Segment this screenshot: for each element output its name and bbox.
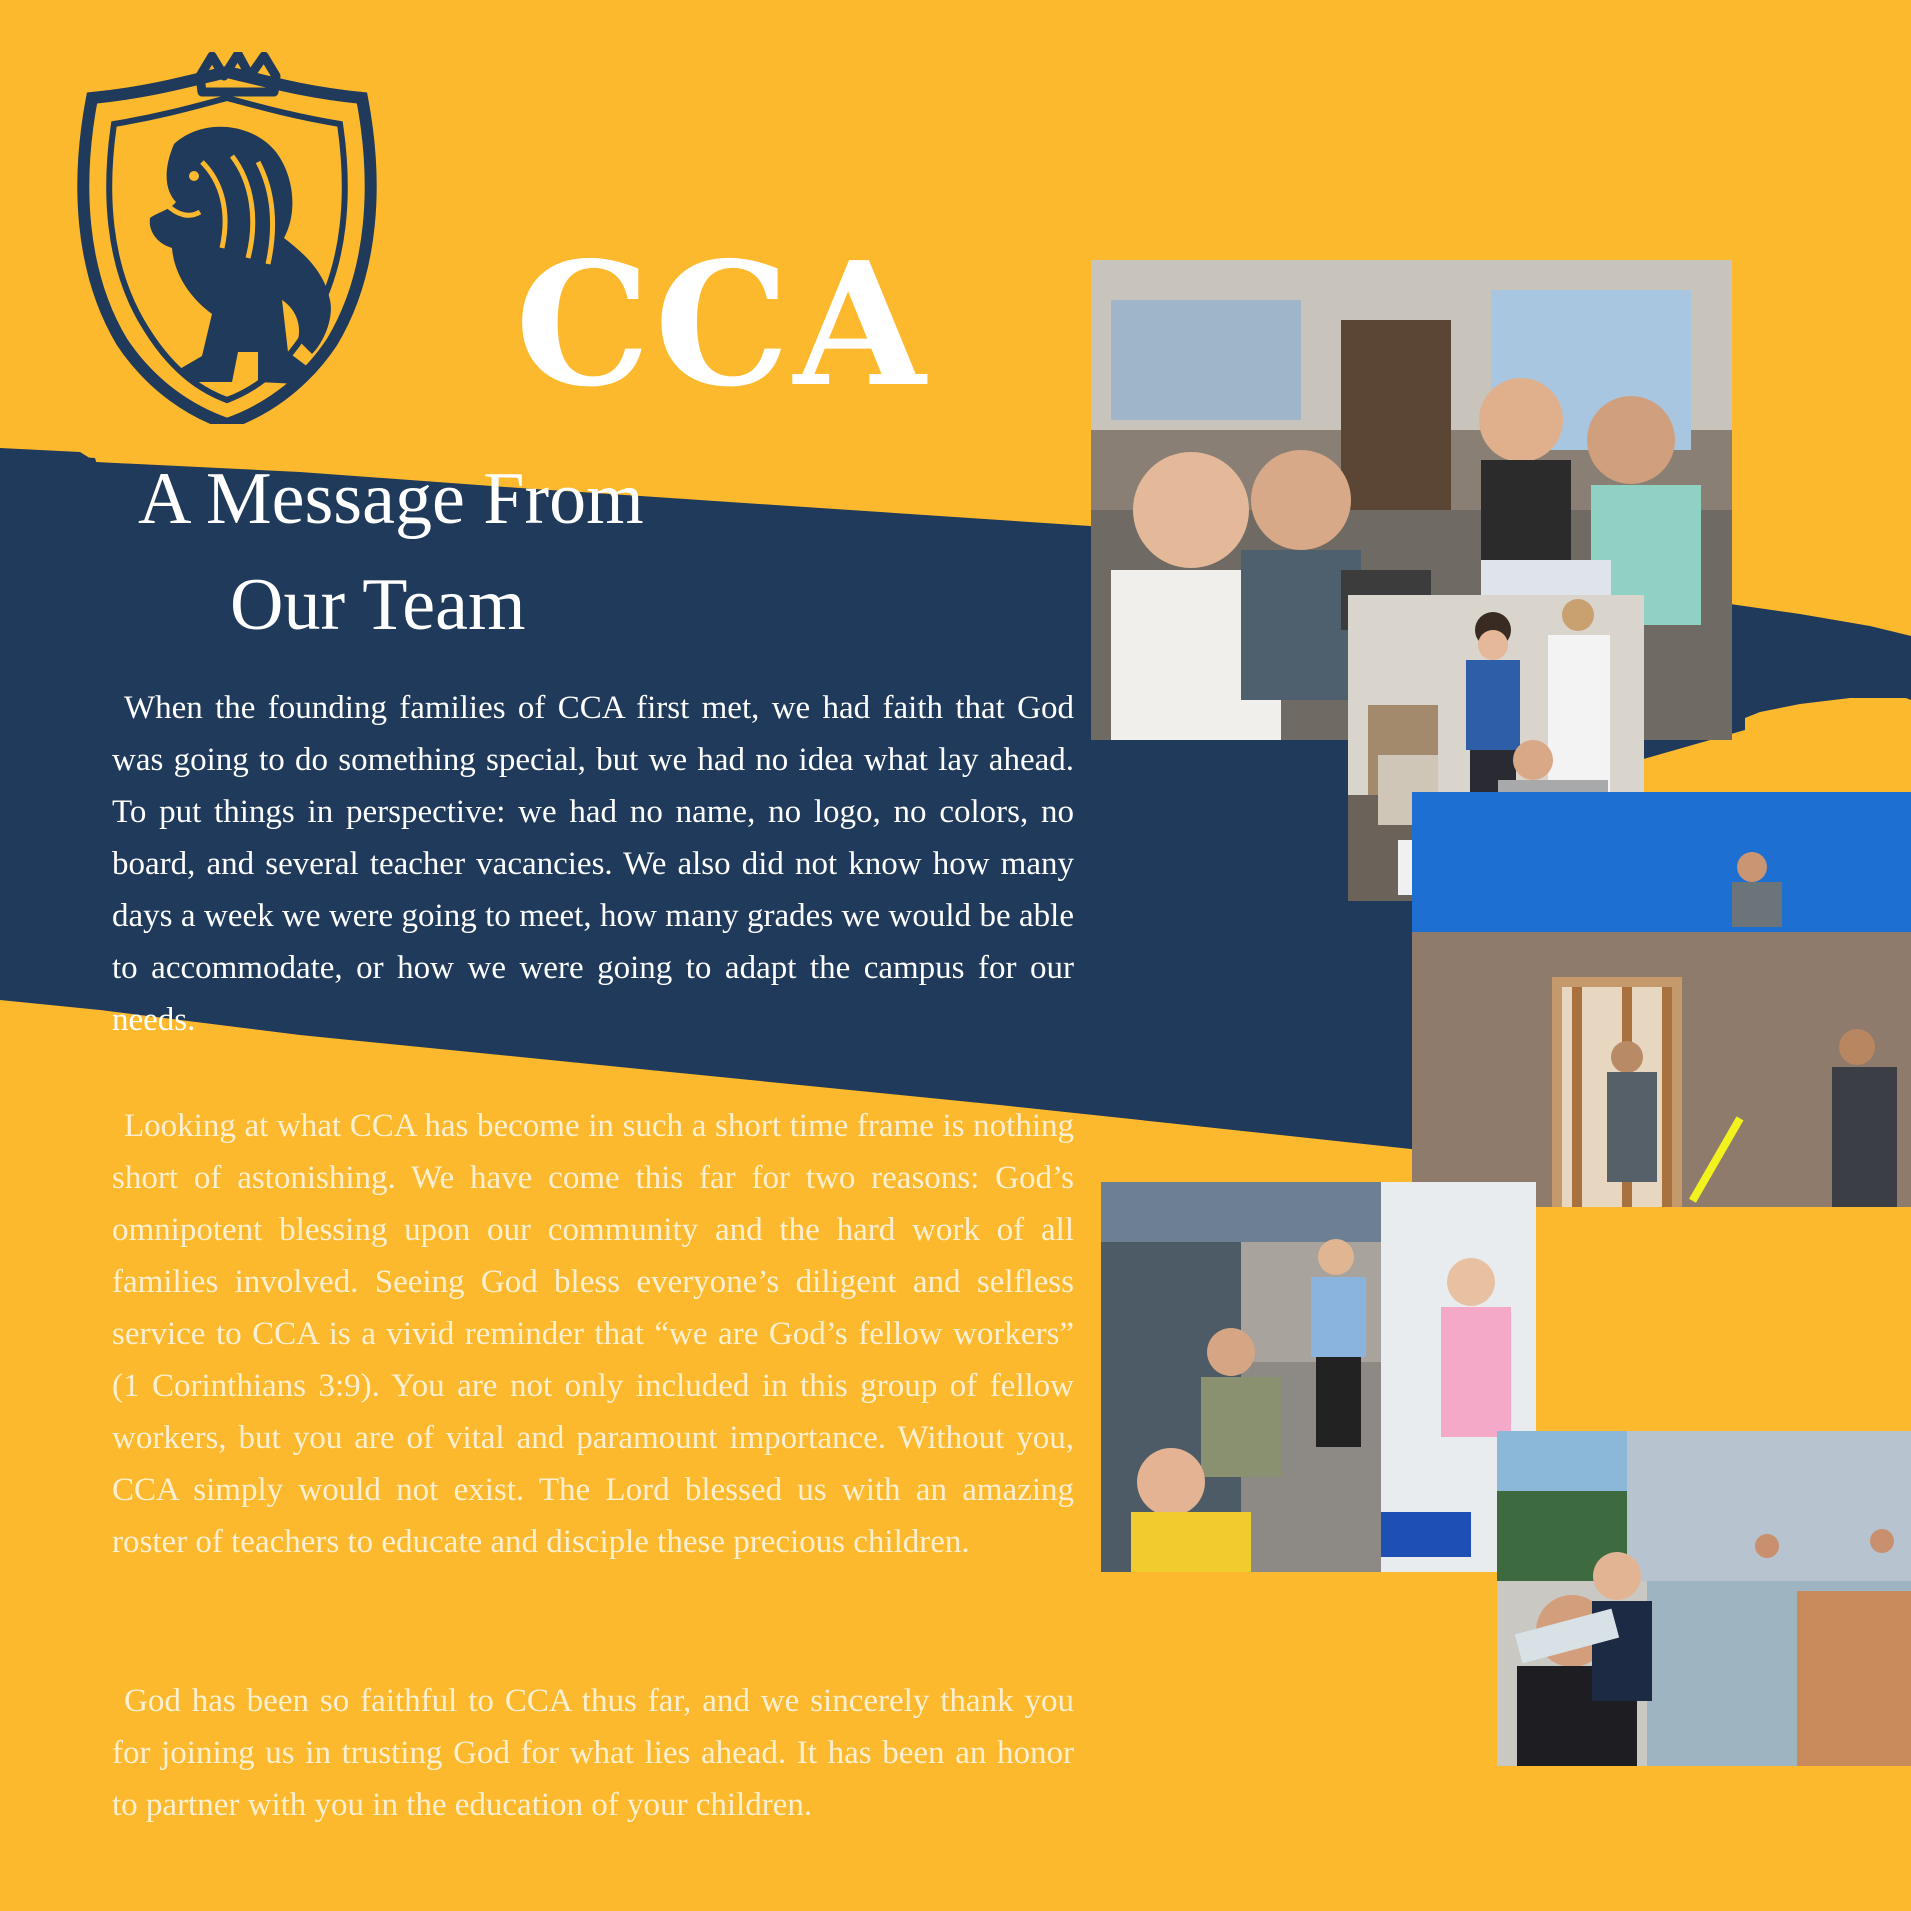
heading-line-1: A Message From	[138, 458, 644, 540]
paragraph-closing: God has been so faithful to CCA thus far, and we sincerely thank you for joining us in trusting God for what lies ahead. It has been an honor to partner with you in the education of your children.	[112, 1683, 1074, 1823]
heading-line-2: Our Team	[230, 564, 526, 646]
paragraph-gratitude: Looking at what CCA has become in such a short time frame is nothing short of astonishing. We have come this far for two reasons: God’s omnipotent blessing upon our community and the hard work of all families involved. Seeing God bless everyone’s diligent and selfless service to CCA is a vivid reminder that “we are God’s fellow workers” (1 Corinthians 3:9). You are not only included in this group of fellow workers, but you are of vital and paramount importance. Without you, CCA simply would not exist. The Lord blessed us with an amazing roster of teachers to educate and disciple these precious children.	[112, 1108, 1074, 1560]
hallway-painting-photo	[1101, 1182, 1536, 1572]
paragraph-founding: When the founding families of CCA first met, we had faith that God was going to do something special, but we had no idea what lay ahead. To put things in perspective: we had no name, no logo, no colors, no board, and several teacher vacancies. We also did not know how many days a week we were going to meet, how many grades we would be able to accommodate, or how we were going to adapt the campus for our needs.	[112, 690, 1074, 1038]
brand-title: CCA	[515, 225, 930, 425]
building-construction-photo	[1412, 792, 1911, 1207]
lion-crest-logo	[62, 52, 392, 424]
lion-eye	[189, 171, 199, 181]
wall-painting-photo	[1497, 1431, 1911, 1766]
